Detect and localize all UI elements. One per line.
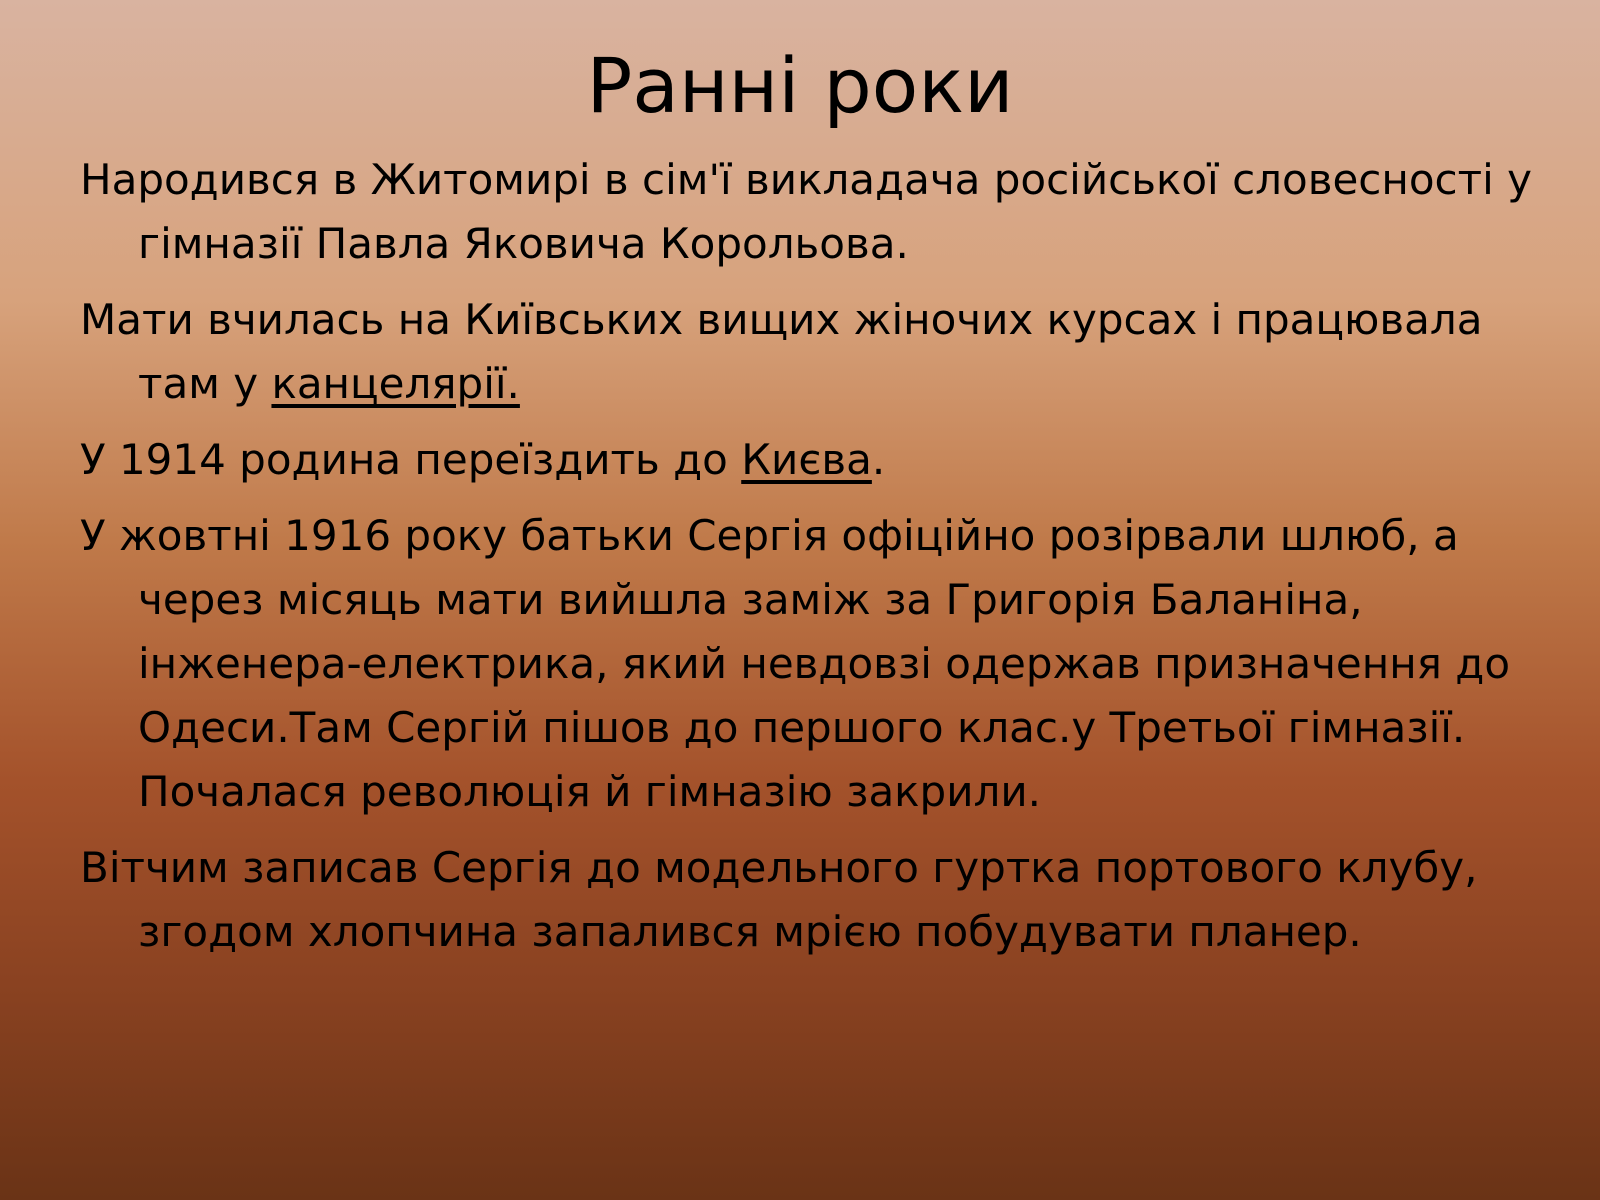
paragraph-text: Народився в Житомирі в сім'ї викладача російської словесності у гімназії Павла Яковича Корольова. (80, 155, 1532, 268)
paragraph-birth (80, 148, 1550, 276)
paragraph-text: У 1914 родина переїздить до (80, 435, 742, 484)
paragraph-text: . (871, 435, 886, 484)
paragraph-mother (80, 288, 1550, 416)
paragraph-text: Вітчим записав Сергія до модельного гуртка портового клубу, згодом хлопчина запалився мрією побудувати планер. (80, 843, 1478, 956)
link-kyiv[interactable]: Києва (741, 435, 872, 484)
paragraph-text: У жовтні 1916 року батьки Сергія офіційно розірвали шлюб, а через місяць мати вийшла заміж за Григорія Баланіна, інженера-електрика, який невдовзі одержав призначення до Одеси.Там Сергій пішов до першого клас.у Третьої гімназії. Почалася революція й гімназію закрили. (80, 511, 1511, 816)
paragraph-text: Мати вчилась на Київських вищих жіночих курсах і працювала там у (80, 295, 1483, 408)
body-text (80, 148, 1550, 976)
link-chancellery[interactable]: канцелярії. (271, 359, 520, 408)
paragraph-move-kyiv (80, 428, 1550, 492)
paragraph-divorce (80, 504, 1550, 824)
paragraph-stepfather (80, 836, 1550, 964)
slide-title: Ранні роки (586, 41, 1014, 130)
